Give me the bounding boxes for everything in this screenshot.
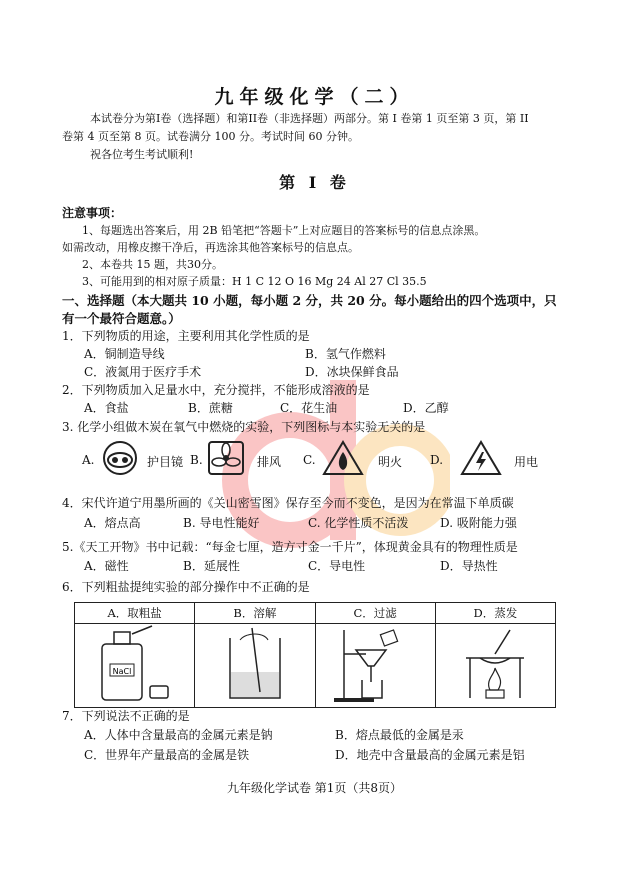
q3-option-b: B.	[190, 453, 203, 467]
q6-cell-b	[195, 624, 315, 708]
q3-label-c: 明火	[378, 455, 403, 469]
q5-option-b: B．延展性	[183, 559, 240, 573]
salt-bottle-icon	[80, 624, 190, 704]
q1-stem: 1．下列物质的用途，主要利用其化学性质的是	[62, 329, 310, 343]
q6-header-c: C．过滤	[315, 603, 435, 624]
q4-option-a: A．熔点高	[84, 516, 141, 530]
q2-option-d: D．乙醇	[403, 401, 449, 415]
q6-cell-a	[75, 624, 195, 708]
q3-label-b: 排风	[257, 455, 282, 469]
q4-option-b: B. 导电性能好	[183, 516, 260, 530]
q4-stem: 4．宋代许道宁用墨所画的《关山密雪图》保存至今而不变色，是因为在常温下单质碳	[62, 496, 514, 510]
q3-option-a: A.	[82, 453, 95, 467]
page-title: 九年级化学（二）	[214, 86, 415, 108]
q1-option-a: A．铜制造导线	[84, 347, 165, 361]
q2-option-a: A．食盐	[84, 401, 129, 415]
beaker-stirring-icon	[200, 624, 310, 704]
q7-option-b: B．熔点最低的金属是汞	[335, 728, 464, 742]
evaporation-icon	[440, 624, 550, 704]
q1-option-b: B．氢气作燃料	[305, 347, 386, 361]
q3-stem: 3. 化学小组做木炭在氧气中燃烧的实验，下列图标与本实验无关的是	[62, 420, 426, 434]
section-title: 第 I 卷	[279, 173, 350, 192]
q3-label-a: 护目镜	[147, 455, 184, 469]
q6-cell-c	[315, 624, 435, 708]
bottle-label: NaCl	[112, 667, 131, 676]
q2-option-b: B．蔗糖	[188, 401, 233, 415]
goggles-icon	[100, 440, 140, 476]
q6-operations-table	[74, 602, 556, 708]
q3-label-d: 用电	[514, 455, 539, 469]
notice-item-3: 3、可能用到的相对原子质量：H 1 C 12 O 16 Mg 24 Al 27 Cl 35.5	[82, 275, 427, 288]
open-flame-icon	[322, 440, 364, 476]
q2-option-c: C．花生油	[280, 401, 338, 415]
notice-item-2: 2、本卷共 15 题，共30分。	[82, 258, 223, 271]
q7-stem: 7．下列说法不正确的是	[62, 709, 190, 723]
q7-option-c: C．世界年产量最高的金属是铁	[84, 748, 250, 762]
page-footer: 九年级化学试卷 第1页（共8页）	[226, 781, 403, 795]
q5-option-c: C．导电性	[308, 559, 366, 573]
electricity-icon	[460, 440, 502, 476]
filtration-icon	[320, 624, 430, 704]
q6-cell-d	[435, 624, 555, 708]
q6-header-a: A．取粗盐	[75, 603, 195, 624]
q4-option-d: D. 吸附能力强	[440, 516, 517, 530]
q3-option-d: D.	[430, 453, 444, 467]
fan-exhaust-icon	[206, 440, 246, 476]
notice-item-1b: 如需改动，用橡皮擦干净后，再选涂其他答案标号的信息点。	[62, 241, 359, 254]
q1-option-c: C．液氮用于医疗手术	[84, 365, 202, 379]
part1-line-1: 一、选择题（本大题共 10 小题，每小题 2 分，共 20 分。每小题给出的四个选项中，只	[62, 293, 557, 308]
q6-header-d: D．蒸发	[435, 603, 555, 624]
q6-header-b: B．溶解	[195, 603, 315, 624]
q7-option-d: D．地壳中含量最高的金属元素是铝	[335, 748, 525, 762]
q2-stem: 2．下列物质加入足量水中，充分搅拌，不能形成溶液的是	[62, 383, 370, 397]
intro-line-1: 本试卷分为第I卷（选择题）和第II卷（非选择题）两部分。第 I 卷第 1 页至第 3 页，第 II	[90, 112, 529, 125]
intro-line-3: 祝各位考生考试顺利!	[90, 148, 194, 161]
part1-line-2: 有一个最符合题意。）	[62, 311, 181, 326]
notice-heading: 注意事项：	[62, 206, 123, 220]
intro-line-2: 卷第 4 页至第 8 页。试卷满分 100 分。考试时间 60 分钟。	[62, 130, 359, 143]
notice-item-1a: 1、每题选出答案后，用 2B 铅笔把“答题卡”上对应题目的答案标号的信息点涂黑。	[82, 224, 486, 237]
q3-option-c: C.	[303, 453, 316, 467]
q5-option-a: A．磁性	[84, 559, 129, 573]
q5-stem: 5.《天工开物》书中记载：“每金七厘，造方寸金一千片”，体现黄金具有的物理性质是	[62, 540, 518, 554]
q5-option-d: D．导热性	[440, 559, 498, 573]
q7-option-a: A．人体中含量最高的金属元素是钠	[84, 728, 273, 742]
q6-stem: 6．下列粗盐提纯实验的部分操作中不正确的是	[62, 580, 310, 594]
q4-option-c: C. 化学性质不活泼	[308, 516, 409, 530]
q1-option-d: D．冰块保鲜食品	[305, 365, 399, 379]
